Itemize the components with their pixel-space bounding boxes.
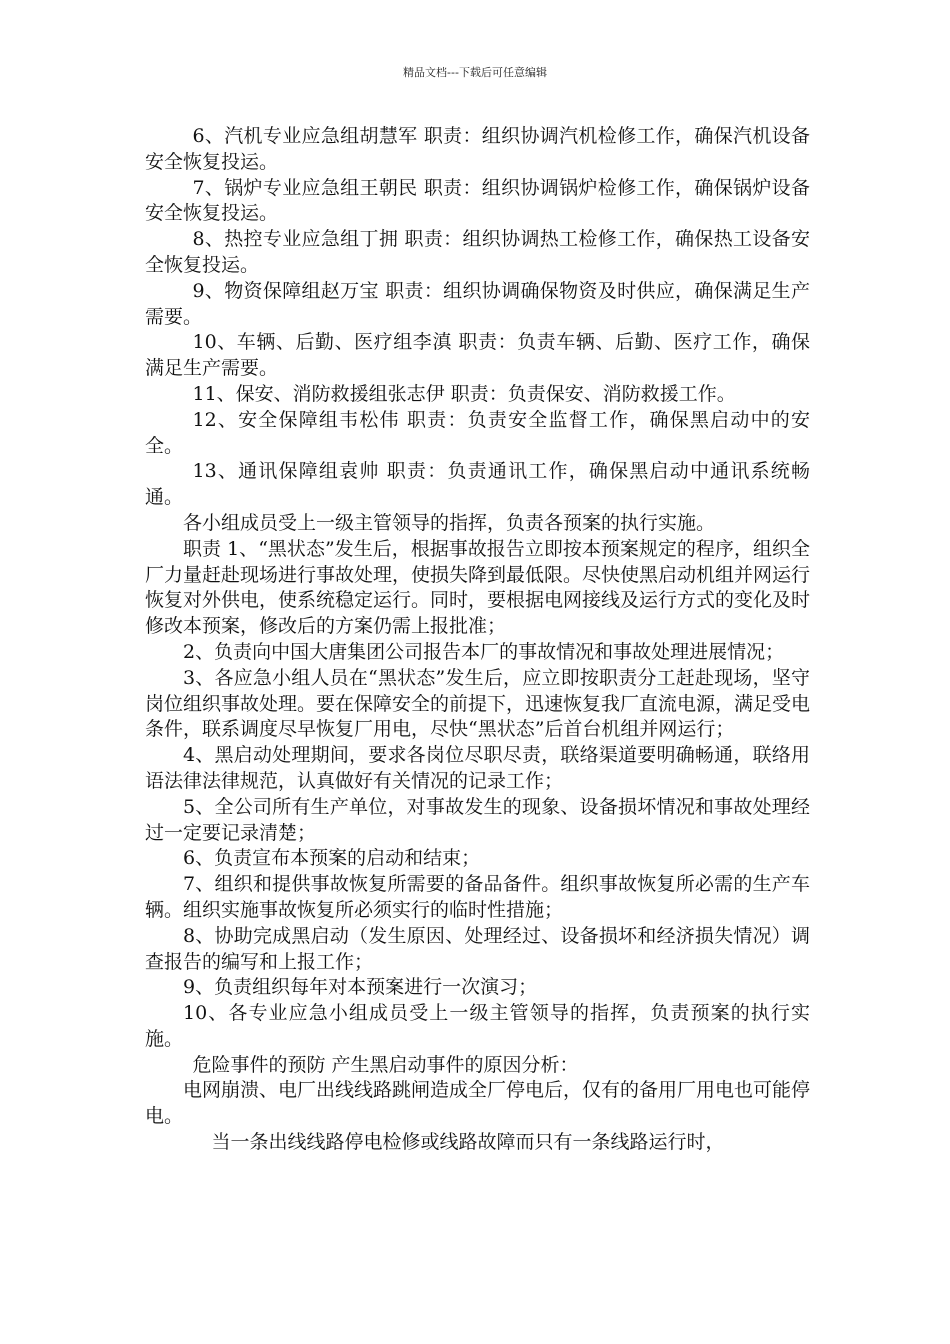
paragraph: 7、锅炉专业应急组王朝民 职责：组织协调锅炉检修工作，确保锅炉设备安全恢复投运。	[145, 176, 810, 225]
paragraph: 电网崩溃、电厂出线线路跳闸造成全厂停电后，仅有的备用厂用电也可能停电。	[145, 1079, 811, 1128]
paragraph: 3、各应急小组人员在“黑状态”发生后，应立即按职责分工赶赴现场，坚守岗位组织事故处理。要在保障安全的前提下，迅速恢复我厂直流电源，满足受电条件，联系调度尽早恢复厂用电，尽快“黑状态”后首台机组并网运行；	[145, 666, 811, 741]
paragraph: 4、黑启动处理期间，要求各岗位尽职尽责，联络渠道要明确畅通，联络用语法律法律规范，认真做好有关情况的记录工作；	[145, 744, 810, 792]
paragraph: 7、组织和提供事故恢复所需要的备品备件。组织事故恢复所必需的生产车辆。组织实施事故恢复所必须实行的临时性措施；	[145, 873, 810, 921]
paragraph: 10、各专业应急小组成员受上一级主管领导的指挥，负责预案的执行实施。	[145, 1002, 810, 1050]
paragraph: 危险事件的预防 产生黑启动事件的原因分析：	[192, 1053, 579, 1076]
document-body	[145, 124, 810, 1156]
paragraph: 各小组成员受上一级主管领导的指挥，负责各预案的执行实施。	[183, 511, 716, 534]
paragraph: 13、通讯保障组袁帅 职责：负责通讯工作，确保黑启动中通讯系统畅通。	[145, 460, 810, 509]
paragraph: 12、安全保障组韦松伟 职责：负责安全监督工作，确保黑启动中的安全。	[145, 408, 810, 457]
paragraph: 2、负责向中国大唐集团公司报告本厂的事故情况和事故处理进展情况；	[183, 640, 785, 663]
paragraph: 职责 1、“黑状态”发生后，根据事故报告立即按本预案规定的程序，组织全厂力量赶赴现场进行事故处理，使损失降到最低限。尽快使黑启动机组并网运行恢复对外供电，使系统稳定运行。同时，要根据电网接线及运行方式的变化及时修改本预案，修改后的方案仍需上报批准；	[145, 537, 811, 638]
paragraph: 当一条出线线路停电检修或线路故障而只有一条线路运行时，	[211, 1131, 725, 1154]
paragraph: 8、协助完成黑启动（发生原因、处理经过、设备损坏和经济损失情况）调查报告的编写和上报工作；	[145, 924, 810, 973]
paragraph: 8、热控专业应急组丁拥 职责：组织协调热工检修工作，确保热工设备安全恢复投运。	[145, 228, 810, 276]
paragraph: 9、物资保障组赵万宝 职责：组织协调确保物资及时供应，确保满足生产需要。	[145, 279, 810, 328]
paragraph: 10、车辆、后勤、医疗组李滇 职责：负责车辆、后勤、医疗工作，确保满足生产需要。	[145, 331, 810, 380]
page-header: 精品文档---下载后可任意编辑	[403, 66, 547, 79]
paragraph: 5、全公司所有生产单位，对事故发生的现象、设备损坏情况和事故处理经过一定要记录清楚；	[145, 795, 810, 844]
paragraph: 11、保安、消防救援组张志伊 职责：负责保安、消防救援工作。	[192, 382, 736, 405]
paragraph: 9、负责组织每年对本预案进行一次演习；	[183, 976, 538, 999]
paragraph: 6、汽机专业应急组胡慧军 职责：组织协调汽机检修工作，确保汽机设备安全恢复投运。	[145, 125, 810, 173]
paragraph: 6、负责宣布本预案的启动和结束；	[183, 847, 481, 870]
